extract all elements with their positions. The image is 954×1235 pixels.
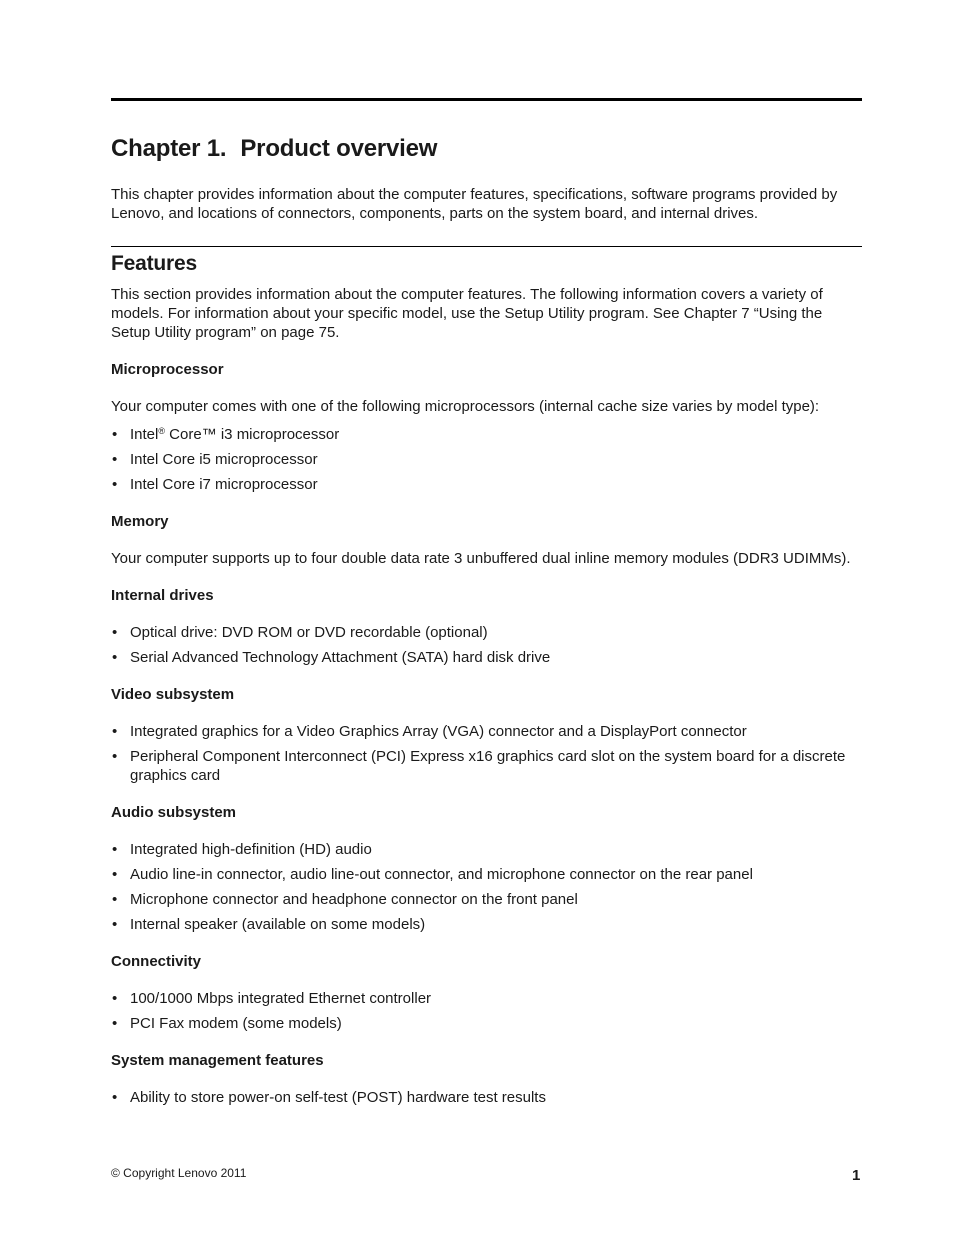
subheading-audio-subsystem: Audio subsystem [111,804,237,821]
subheading-internal-drives: Internal drives [111,587,214,604]
list-item: • Serial Advanced Technology Attachment (SATA) hard disk drive [111,648,862,667]
audio-subsystem-list [111,840,862,934]
chapter-number: Chapter 1. [111,135,227,162]
section-rule [111,246,862,247]
subheading-connectivity: Connectivity [111,953,202,970]
list-item: • Intel Core i5 microprocessor [111,450,862,469]
list-item-text: Intel [130,426,159,443]
internal-drives-list [111,623,862,667]
video-subsystem-list [111,722,862,785]
list-item: • Intel Core i7 microprocessor [111,475,862,494]
list-item: • Integrated high-definition (HD) audio [111,840,862,859]
chapter-intro: This chapter provides information about the computer features, specifications, software programs provided by Lenovo, and locations of connectors, components, parts on the system board, and internal drives. [111,186,838,222]
features-intro: This section provides information about the computer features. The following information covers a variety of models. For information about your specific model, use the Setup Utility program. See Chapter 7 “Using the Setup Utility program” on page 75. [111,286,823,341]
list-item: • Audio line-in connector, audio line-out connector, and microphone connector on the rear panel [111,865,862,884]
chapter-top-rule [111,98,862,101]
chapter-name: Product overview [240,135,438,162]
subheading-system-management: System management features [111,1052,324,1069]
list-item: • Integrated graphics for a Video Graphics Array (VGA) connector and a DisplayPort connector [111,722,862,741]
page-number: 1 [852,1167,861,1184]
connectivity-list [111,989,862,1033]
list-item: • Optical drive: DVD ROM or DVD recordable (optional) [111,623,862,642]
system-management-list [111,1088,862,1107]
list-item-text: Core™ i3 microprocessor [165,426,340,443]
list-item: • PCI Fax modem (some models) [111,1014,862,1033]
list-item: • Microphone connector and headphone connector on the front panel [111,890,862,909]
list-item: • Ability to store power-on self-test (POST) hardware test results [111,1088,862,1107]
registered-mark: ® [158,426,165,436]
subheading-microprocessor: Microprocessor [111,361,224,378]
list-item: • Internal speaker (available on some models) [111,915,862,934]
memory-text: Your computer supports up to four double data rate 3 unbuffered dual inline memory modules (DDR3 UDIMMs). [111,550,851,567]
list-item [111,425,862,444]
chapter-title [111,135,437,163]
page-content [111,185,862,1113]
list-item: • 100/1000 Mbps integrated Ethernet controller [111,989,862,1008]
section-title-features: Features [111,252,197,275]
microprocessor-list [111,425,862,494]
subheading-video-subsystem: Video subsystem [111,686,235,703]
subheading-memory: Memory [111,513,169,530]
microprocessor-text: Your computer comes with one of the following microprocessors (internal cache size varies by model type): [111,398,820,415]
copyright-notice: © Copyright Lenovo 2011 [111,1166,247,1180]
list-item: • Peripheral Component Interconnect (PCI) Express x16 graphics card slot on the system board for a discrete graphics card [111,747,862,785]
